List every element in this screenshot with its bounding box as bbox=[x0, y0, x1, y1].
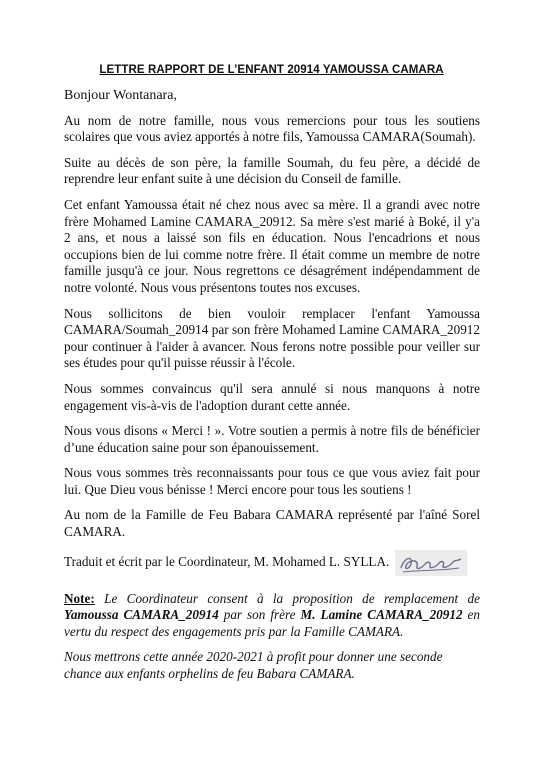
letter-title: LETTRE RAPPORT DE L’ENFANT 20914 YAMOUSSA CAMARA bbox=[99, 64, 444, 76]
paragraph-thanks: Au nom de notre famille, nous vous remercions pour tous les soutiens scolaires que vous aviez apportés à notre fils, Yamoussa CAMARA(Soumah). bbox=[64, 112, 480, 145]
note-text-2: par son frère bbox=[218, 607, 301, 623]
signature-image bbox=[395, 550, 467, 576]
paragraph-history: Cet enfant Yamoussa était né chez nous avec sa mère. Il a grandi avec notre frère Mohamed Lamine CAMARA_20912. Sa mère s'est marié à Boké, il y'a 2 ans, et nous a laissé son fils en éducation. Nous l'encadrions et nous occupions bien de lui comme notre frère. Il était comme un membre de notre famille jusqu'à ce jour. Nous regrettons ce désagrément indépendamment de notre volonté. Nous vous présentons toutes nos excuses. bbox=[64, 196, 480, 295]
paragraph-commitment: Nous sommes convaincus qu'il sera annulé si nous manquons à notre engagement vis-à-vis de l'adoption durant cette année. bbox=[64, 380, 480, 413]
paragraph-request: Nous sollicitons de bien vouloir remplacer l'enfant Yamoussa CAMARA/Soumah_20914 par son frère Mohamed Lamine CAMARA_20912 pour continuer à l'aider à avancer. Nous ferons notre possible pour veiller sur ses études pour qu'il puisse réussir à l'école. bbox=[64, 305, 480, 371]
note-paragraph bbox=[64, 591, 480, 641]
closing-paragraph: Nous mettrons cette année 2020-2021 à profit pour donner une seconde chance aux enfants orphelins de feu Babara CAMARA. bbox=[64, 649, 443, 682]
letter-body bbox=[64, 88, 480, 692]
note-child-replacement: M. Lamine CAMARA_20912 bbox=[300, 607, 463, 623]
paragraph-gratitude: Nous vous sommes très reconnaissants pour tous ce que vous aviez fait pour lui. Que Dieu vous bénisse ! Merci encore pour tous les soutiens ! bbox=[64, 465, 480, 497]
note-label: Note: bbox=[64, 590, 95, 606]
paragraph-family: Au nom de la Famille de Feu Babara CAMARA représenté par l'aîné Sorel CAMARA. bbox=[64, 507, 480, 540]
translator-text: Traduit et écrit par le Coordinateur, M. Mohamed L. SYLLA. bbox=[64, 554, 390, 570]
note-child-current: Yamoussa CAMARA_20914 bbox=[64, 607, 219, 623]
paragraph-death: Suite au décès de son père, la famille Soumah, du feu père, a décidé de reprendre leur enfant suite à une décision du Conseil de famille. bbox=[64, 154, 480, 187]
note-text-1: Le Coordinateur consent à la proposition de remplacement de bbox=[94, 590, 480, 606]
paragraph-merci: Nous vous disons « Merci ! ». Votre soutien a permis à notre fils de bénéficier d’une éducation saine pour son épanouissement. bbox=[64, 423, 480, 455]
greeting: Bonjour Wontanara, bbox=[64, 88, 177, 103]
translator-line bbox=[64, 550, 480, 576]
note-text-3: en vertu du respect des engagements pris par la Famille CAMARA. bbox=[64, 607, 481, 639]
